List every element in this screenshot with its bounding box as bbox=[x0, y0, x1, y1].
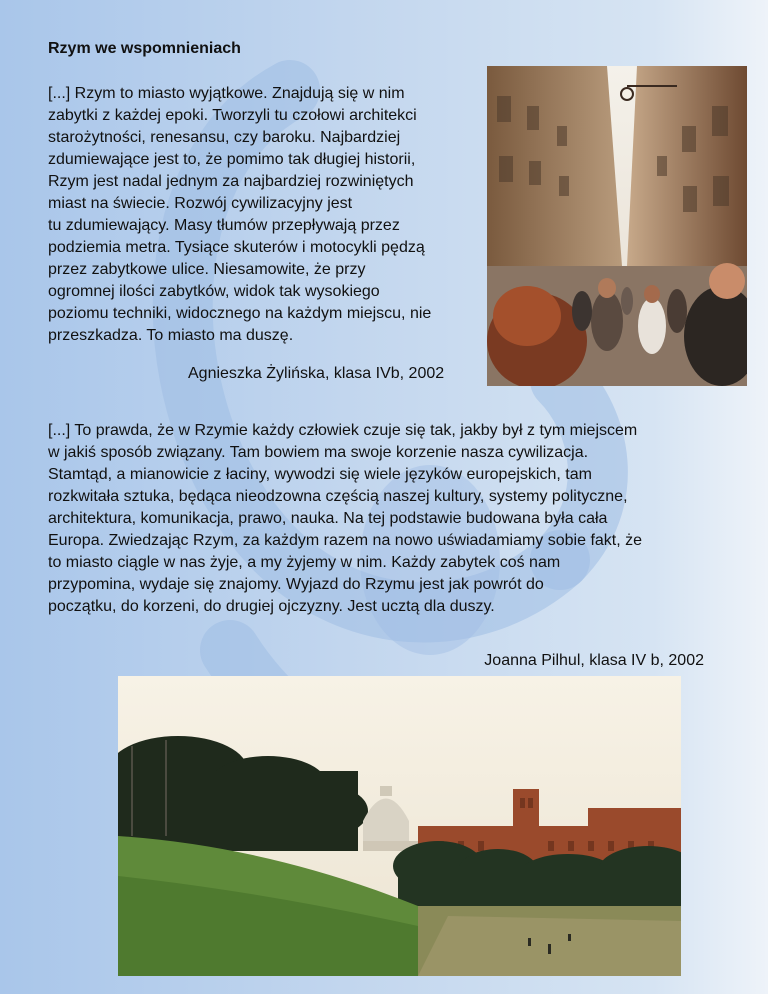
article-1-line: zabytki z każdej epoki. Tworzyli tu czołowi architekci bbox=[48, 107, 417, 124]
article-2-line: początku, do korzeni, do drugiej ojczyzny. Jest ucztą dla duszy. bbox=[48, 598, 495, 615]
article-2-line: rozkwitała sztuka, będąca nieodzowna częścią naszej kultury, systemy polityczne, bbox=[48, 488, 628, 505]
article-1-line: poziomu techniki, widocznego na każdym miejscu, nie bbox=[48, 305, 432, 322]
article-2-line: w jakiś sposób związany. Tam bowiem ma swoje korzenie nasza cywilizacja. bbox=[48, 444, 589, 461]
article-1-line: przez zabytkowe ulice. Niesamowite, że przy bbox=[48, 261, 366, 278]
article-2-line: przypomina, wydaje się znajomy. Wyjazd do Rzymu jest jak powrót do bbox=[48, 576, 544, 593]
article-1-line: przeszkadza. To miasto ma duszę. bbox=[48, 327, 294, 344]
article-1-line: zdumiewające jest to, że pomimo tak długiej historii, bbox=[48, 151, 416, 168]
document-title: Rzym we wspomnieniach bbox=[48, 40, 241, 57]
article-2-signature: Joanna Pilhul, klasa IV b, 2002 bbox=[484, 652, 704, 669]
article-2-line: Europa. Zwiedzając Rzym, za każdym razem na nowo uświadamiamy sobie fakt, że bbox=[48, 532, 643, 549]
article-1-line: tu zdumiewający. Masy tłumów przepływają przez bbox=[48, 217, 400, 234]
article-1-line: Rzym jest nadal jednym za najbardziej rozwiniętych bbox=[48, 173, 414, 190]
article-1-line: [...] Rzym to miasto wyjątkowe. Znajdują się w nim bbox=[48, 85, 405, 102]
article-1-line: starożytności, renesansu, czy baroku. Najbardziej bbox=[48, 129, 401, 146]
article-1-line: ogromnej ilości zabytków, widok tak wysokiego bbox=[48, 283, 380, 300]
article-2-line: architektura, komunikacja, prawo, nauka. Na tej podstawie budowana była cała bbox=[48, 510, 608, 527]
rome-street-photo bbox=[487, 66, 747, 386]
article-2-line: [...] To prawda, że w Rzymie każdy człowiek czuje się tak, jakby był z tym miejscem bbox=[48, 422, 638, 439]
article-2-line: to miasto ciągle w nas żyje, a my żyjemy w nim. Każdy zabytek coś nam bbox=[48, 554, 561, 571]
article-1-signature: Agnieszka Żylińska, klasa IVb, 2002 bbox=[188, 365, 445, 382]
article-1-line: miast na świecie. Rozwój cywilizacyjny jest bbox=[48, 195, 353, 212]
article-2-text bbox=[48, 420, 728, 618]
article-1-text bbox=[48, 83, 508, 347]
article-1-line: podziemia metra. Tysiące skuterów i motocykli pędzą bbox=[48, 239, 425, 256]
vatican-landscape-photo bbox=[118, 676, 681, 976]
article-2-line: Stamtąd, a mianowicie z łaciny, wywodzi się wiele języków europejskich, tam bbox=[48, 466, 592, 483]
